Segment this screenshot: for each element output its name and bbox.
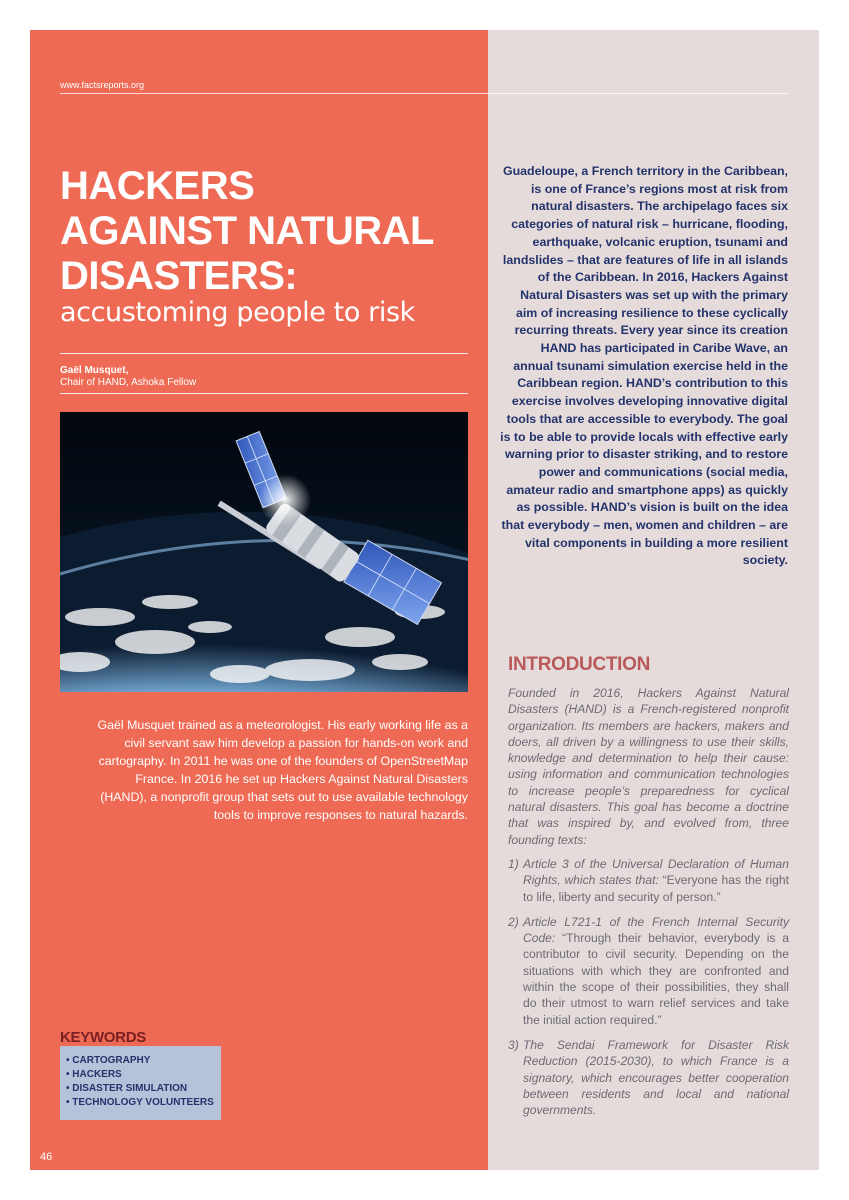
author-role: Chair of HAND, Ashoka Fellow <box>60 377 197 388</box>
list-item-quote: “Everyone has the right to life, liberty and security of person.” <box>523 873 789 904</box>
site-url[interactable]: www.factsreports.org <box>60 80 145 90</box>
lead-paragraph: Guadeloupe, a French territory in the Caribbean, is one of France’s regions most at risk from natural disasters. The archipelago faces six categories of natural risk – hurricane, flooding, earthquake, volcanic eruption, tsunami and landslides – that are features of life in all islands of the Caribbean. In 2016, Hackers Against Natural Disasters was set up with the primary aim of increasing resilience to these cyclically recurring threats. Every year since its creation HAND has participated in Caribe Wave, an annual tsunami simulation exercise held in the Caribbean region. HAND’s contribution to this exercise involves developing innovative digital tools that are accessible to everybody. The goal is to be able to provide locals with effective early warning prior to disaster striking, and to restore power and communications (social media, amateur radio and smartphone apps) as quickly as possible. HAND’s vision is built on the idea that everybody – men, women and children – are vital components in building a more resilient society. <box>500 164 788 568</box>
article-title <box>60 164 480 299</box>
title-line: AGAINST NATURAL <box>60 209 434 253</box>
keywords-box <box>60 1046 221 1120</box>
keyword-item: • HACKERS <box>66 1069 122 1080</box>
list-item-lead: The Sendai Framework for Disaster Risk Reduction (2015-2030), to which France is a signatory, which encourages better cooperation between residents and local and national governments. <box>523 1037 789 1118</box>
author-bottom-divider <box>60 393 468 394</box>
author-name: Gaël Musquet, <box>60 365 129 376</box>
page <box>30 30 819 1170</box>
list-item-number: 3) <box>508 1037 519 1052</box>
list-item <box>508 856 789 905</box>
author-top-divider <box>60 353 468 354</box>
introduction-heading: INTRODUCTION <box>508 654 651 675</box>
list-item-quote: “Through their behavior, everybody is a contributor to civil security. Depending on the situations with which they are confronted and within the scope of their possibilities, they shall do their utmost to warn relief services and take the initial action required.” <box>523 931 789 1027</box>
introduction-body <box>508 685 789 856</box>
page-number: 46 <box>40 1151 53 1163</box>
list-item-lead: Article 3 of the Universal Declaration of Human Rights, which states that: <box>523 857 789 888</box>
list-item-number: 1) <box>508 857 519 871</box>
header-divider <box>60 93 789 94</box>
author-bio: Gaël Musquet trained as a meteorologist. His early working life as a civil servant saw him develop a passion for hands-on work and cartography. In 2011 he was one of the founders of OpenStreetMap France. In 2016 he set up Hackers Against Natural Disasters (HAND), a nonprofit group that sets out to use available technology tools to improve responses to natural hazards. <box>97 718 468 822</box>
introduction-paragraph: Founded in 2016, Hackers Against Natural Disasters (HAND) is a French-registered nonprofit organization. Its members are hackers, makers and doers, all driven by a willingness to use their skills, knowledge and determination to help their cause: using information and communication technologies to increase people’s preparedness for cyclical natural disasters. This goal has become a doctrine that was inspired by, and evolved from, three founding texts: <box>508 686 789 847</box>
list-item-lead: Article L721-1 of the French Internal Security Code: <box>523 914 789 946</box>
satellite-photo <box>60 412 468 692</box>
title-line: DISASTERS: <box>60 254 298 298</box>
list-item <box>508 914 789 1028</box>
article-subtitle: accustoming people to risk <box>60 297 415 328</box>
keyword-item: • DISASTER SIMULATION <box>66 1083 188 1094</box>
keywords-heading: KEYWORDS <box>60 1029 146 1046</box>
list-item <box>508 1037 789 1118</box>
title-line: HACKERS <box>60 164 255 208</box>
list-item-number: 2) <box>508 914 519 929</box>
founding-texts-list <box>508 856 789 1127</box>
keyword-item: • TECHNOLOGY VOLUNTEERS <box>66 1097 214 1108</box>
keyword-item: • CARTOGRAPHY <box>66 1055 151 1066</box>
